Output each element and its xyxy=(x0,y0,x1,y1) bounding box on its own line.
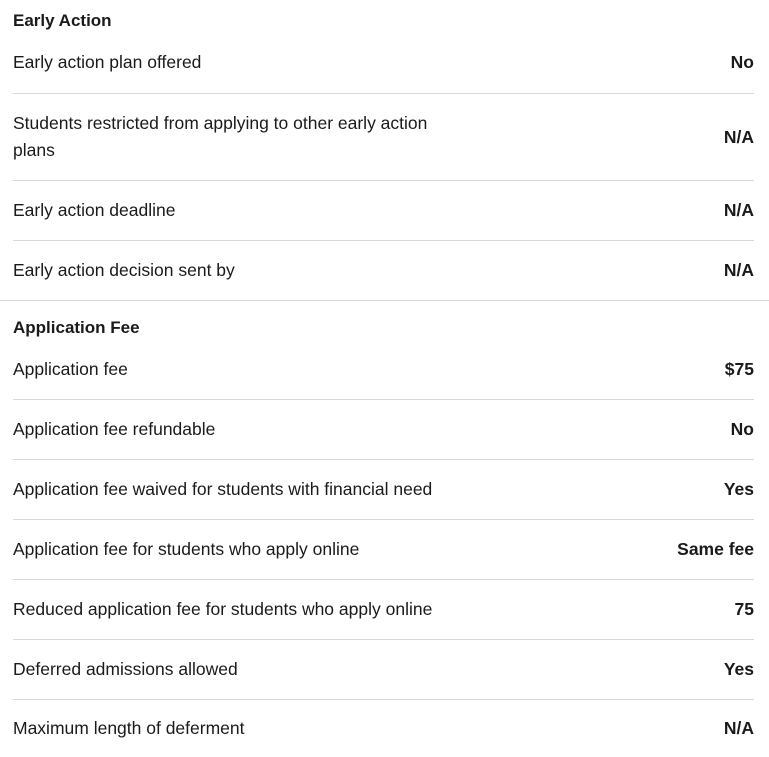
row-label: Deferred admissions allowed xyxy=(13,659,238,679)
row-value: N/A xyxy=(723,126,754,147)
row-early-action-decision-sent-by xyxy=(0,241,769,300)
row-label: Application fee refundable xyxy=(13,419,216,439)
row-application-fee-online xyxy=(0,520,769,579)
row-label: Reduced application fee for students who apply online xyxy=(13,599,433,619)
row-label: Early action decision sent by xyxy=(13,260,235,280)
row-early-action-deadline xyxy=(0,181,769,240)
row-application-fee xyxy=(0,339,769,399)
application-fee-section xyxy=(0,301,769,757)
row-label: Early action deadline xyxy=(13,200,176,220)
row-value: Yes xyxy=(723,479,754,499)
row-students-restricted xyxy=(0,94,769,180)
row-value: No xyxy=(730,419,754,439)
row-label: Early action plan offered xyxy=(13,52,202,72)
row-label: Maximum length of deferment xyxy=(13,718,245,738)
row-value: 75 xyxy=(734,599,754,619)
early-action-section xyxy=(0,0,769,300)
row-value: N/A xyxy=(723,718,754,738)
row-application-fee-waived xyxy=(0,460,769,519)
row-label: Students restricted from applying to other early action plans xyxy=(13,113,428,160)
row-value: Same fee xyxy=(677,539,754,559)
row-maximum-length-of-deferment xyxy=(0,700,769,757)
row-label: Application fee xyxy=(13,358,128,379)
row-application-fee-refundable xyxy=(0,400,769,459)
row-deferred-admissions-allowed xyxy=(0,640,769,699)
row-value: No xyxy=(730,52,754,72)
row-label: Application fee waived for students with financial need xyxy=(13,479,433,499)
section-title-application-fee: Application Fee xyxy=(13,318,140,337)
section-title-early-action: Early Action xyxy=(13,11,112,30)
row-value: N/A xyxy=(723,260,754,280)
row-reduced-application-fee-online xyxy=(0,580,769,639)
row-label: Application fee for students who apply online xyxy=(13,539,360,559)
row-early-action-plan-offered xyxy=(0,32,769,93)
row-value: $75 xyxy=(724,358,754,379)
row-value: Yes xyxy=(723,659,754,679)
row-value: N/A xyxy=(723,200,754,220)
